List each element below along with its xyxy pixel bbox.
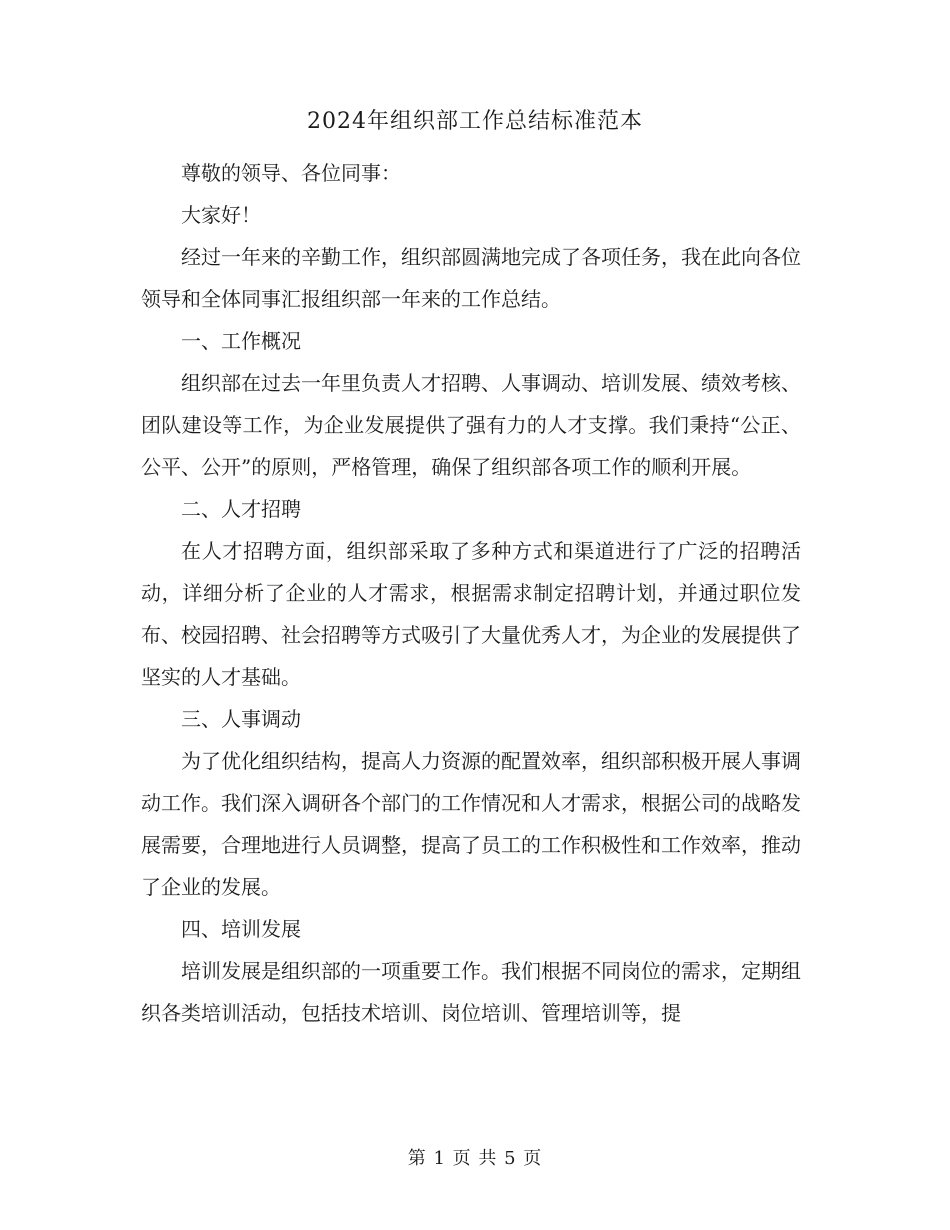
section-heading-overview: 一、工作概况 [181,329,301,353]
overview-paragraph: 组织部在过去一年里负责人才招聘、人事调动、培训发展、绩效考核、团队建设等工作，为企业发展提供了强有力的人才支撑。我们秉持“公正、公平、公开”的原则，严格管理，确保了组织部各项工作的顺利开展。 [141,371,801,479]
transfer-paragraph: 为了优化组织结构，提高人力资源的配置效率，组织部积极开展人事调动工作。我们深入调研各个部门的工作情况和人才需求，根据公司的战略发展需要，合理地进行人员调整，提高了员工的工作积极性和工作效率，推动了企业的发展。 [141,749,801,899]
training-paragraph: 培训发展是组织部的一项重要工作。我们根据不同岗位的需求，定期组织各类培训活动，包括技术培训、岗位培训、管理培训等，提 [141,959,801,1025]
salutation: 尊敬的领导、各位同事： [181,161,401,185]
document-title: 2024年组织部工作总结标准范本 [307,109,643,134]
greeting: 大家好！ [181,203,261,227]
section-heading-training: 四、培训发展 [181,917,301,941]
recruitment-paragraph: 在人才招聘方面，组织部采取了多种方式和渠道进行了广泛的招聘活动，详细分析了企业的人才需求，根据需求制定招聘计划，并通过职位发布、校园招聘、社会招聘等方式吸引了大量优秀人才，为企业的发展提供了坚实的人才基础。 [141,539,801,689]
document-body [141,152,801,1034]
section-heading-recruitment: 二、人才招聘 [181,497,301,521]
intro-paragraph: 经过一年来的辛勤工作，组织部圆满地完成了各项任务，我在此向各位领导和全体同事汇报组织部一年来的工作总结。 [141,245,801,311]
page-footer: 第 1 页 共 5 页 [407,1148,543,1169]
section-heading-transfer: 三、人事调动 [181,707,301,731]
